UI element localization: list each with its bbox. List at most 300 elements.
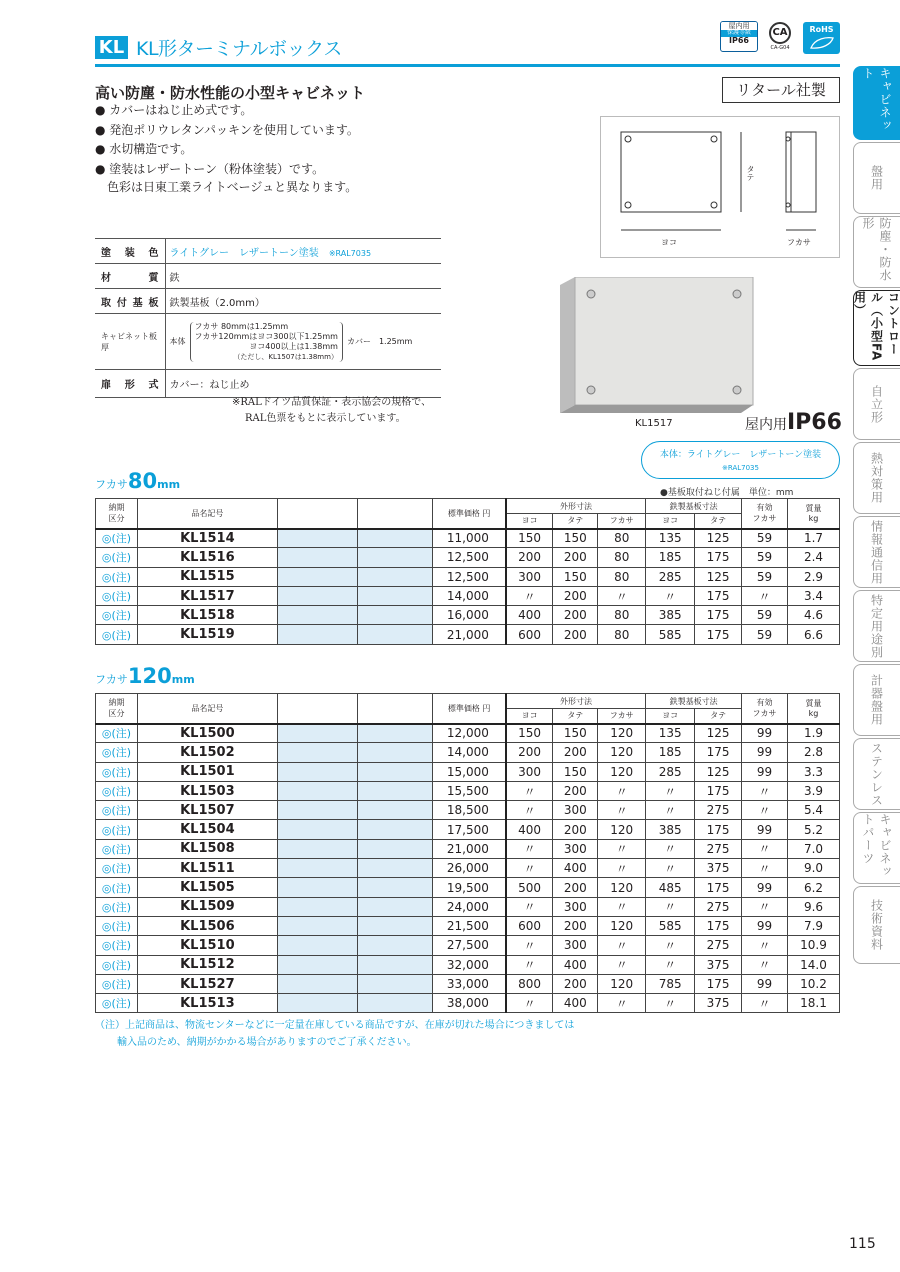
cell-blank — [357, 606, 433, 625]
th-mass: 質量 kg — [787, 694, 839, 724]
badge-ca-sub: CA-G04 — [770, 45, 790, 51]
section-80-unit: mm — [157, 478, 181, 491]
cell-blank — [277, 586, 357, 605]
feature-2: ● 発泡ポリウレタンパッキンを使用しています。 — [95, 123, 359, 137]
cell-price: 12,500 — [433, 567, 506, 586]
cell-price: 21,500 — [433, 916, 506, 935]
cell-outer-fukasa: 120 — [598, 878, 646, 897]
cell-blank — [277, 529, 357, 548]
cell-blank — [357, 916, 433, 935]
cell-outer-tate: 300 — [553, 897, 598, 916]
cell-blank — [277, 567, 357, 586]
cell-mass: 6.2 — [787, 878, 839, 897]
side-tab-cabinet[interactable]: キャビネット — [853, 66, 900, 140]
cell-mass: 9.6 — [787, 897, 839, 916]
cell-outer-fukasa: 〃 — [598, 936, 646, 955]
th-code: 品名記号 — [137, 694, 277, 724]
cell-price: 12,500 — [433, 548, 506, 567]
th-mass: 質量 kg — [787, 499, 839, 529]
cell-delivery: ◎(注) — [96, 916, 138, 935]
cell-outer-yoko: 〃 — [506, 586, 553, 605]
spec-thickness-cover: カバー 1.25mm — [346, 336, 413, 346]
cell-outer-fukasa: 80 — [598, 548, 646, 567]
cell-product-code: KL1517 — [137, 586, 277, 605]
cell-mass: 1.9 — [787, 724, 839, 743]
cell-product-code: KL1519 — [137, 625, 277, 644]
cell-outer-tate: 200 — [553, 743, 598, 762]
badge-ca: CA — [769, 22, 791, 44]
photo-ip-rating — [745, 410, 842, 435]
cell-delivery: ◎(注) — [96, 878, 138, 897]
th-outer-fukasa: フカサ — [598, 709, 646, 724]
cell-plate-tate: 125 — [695, 762, 742, 781]
cell-plate-yoko: 〃 — [646, 781, 695, 800]
cell-plate-tate: 175 — [695, 878, 742, 897]
photo-caption: KL1517 — [635, 418, 673, 429]
cell-outer-yoko: 300 — [506, 567, 553, 586]
cell-mass: 1.7 — [787, 529, 839, 548]
cell-product-code: KL1501 — [137, 762, 277, 781]
manufacturer-label: リタール社製 — [722, 77, 840, 103]
cell-blank — [357, 762, 433, 781]
table-row — [96, 878, 840, 897]
cell-product-code: KL1516 — [137, 548, 277, 567]
series-tag: KL — [95, 36, 128, 59]
dimension-diagram — [600, 116, 840, 258]
diagram-tate-label: タテ — [746, 165, 755, 181]
cell-price: 33,000 — [433, 974, 506, 993]
side-tab-technical[interactable]: 技術資料 — [853, 886, 900, 964]
side-tab-telecom[interactable]: 情報通信用 — [853, 516, 900, 588]
section-80-depth: 80 — [127, 469, 158, 493]
cell-outer-tate: 200 — [553, 606, 598, 625]
table-row — [96, 586, 840, 605]
cell-outer-fukasa: 120 — [598, 762, 646, 781]
cell-mass: 9.0 — [787, 859, 839, 878]
spec-thick-line-3: ヨコ400以上は1.38mm — [249, 341, 338, 351]
cell-plate-tate: 175 — [695, 820, 742, 839]
cell-outer-yoko: 〃 — [506, 994, 553, 1013]
cell-plate-yoko: 285 — [646, 567, 695, 586]
spec-color-label: 塗 装 色 — [95, 239, 165, 264]
cell-delivery: ◎(注) — [96, 781, 138, 800]
cell-blank — [277, 878, 357, 897]
cell-price: 15,500 — [433, 781, 506, 800]
rohs-badge — [803, 22, 840, 54]
spec-thick-line-2: フカサ120mmはヨコ300以下1.25mm — [194, 331, 338, 341]
cell-outer-yoko: 600 — [506, 625, 553, 644]
cell-mass: 2.9 — [787, 567, 839, 586]
spec-color-value — [165, 239, 441, 264]
cell-product-code: KL1505 — [137, 878, 277, 897]
cell-mass: 7.0 — [787, 839, 839, 858]
th-blank-2 — [357, 499, 433, 529]
cell-price: 18,500 — [433, 801, 506, 820]
cell-mass: 3.4 — [787, 586, 839, 605]
table-row — [96, 955, 840, 974]
th-outer-fukasa: フカサ — [598, 514, 646, 529]
cell-price: 17,500 — [433, 820, 506, 839]
cell-blank — [277, 781, 357, 800]
cell-outer-tate: 150 — [553, 724, 598, 743]
cell-blank — [357, 859, 433, 878]
cell-plate-tate: 275 — [695, 897, 742, 916]
cell-blank — [357, 625, 433, 644]
table-row — [96, 548, 840, 567]
spec-material-value: 鉄 — [165, 264, 441, 289]
cell-blank — [357, 781, 433, 800]
cell-price: 12,000 — [433, 724, 506, 743]
cell-price: 32,000 — [433, 955, 506, 974]
th-price: 標準価格 円 — [433, 499, 506, 529]
cell-plate-yoko: 〃 — [646, 586, 695, 605]
cell-outer-fukasa: 120 — [598, 974, 646, 993]
cell-outer-yoko: 〃 — [506, 839, 553, 858]
cell-outer-tate: 400 — [553, 994, 598, 1013]
header-rule — [95, 64, 840, 67]
cell-blank — [357, 839, 433, 858]
cell-blank — [357, 801, 433, 820]
footnote — [95, 1017, 574, 1051]
feature-3: ● 水切構造です。 — [95, 142, 193, 156]
cell-outer-tate: 200 — [553, 916, 598, 935]
cell-product-code: KL1508 — [137, 839, 277, 858]
table-row — [96, 762, 840, 781]
th-effective: 有効 フカサ — [742, 694, 788, 724]
side-tab-parts[interactable]: キャビネットパーツ — [853, 812, 900, 884]
cell-product-code: KL1509 — [137, 897, 277, 916]
table-row — [96, 897, 840, 916]
spec-thickness-body: 本体 — [169, 336, 186, 346]
cell-price: 14,000 — [433, 586, 506, 605]
cell-plate-yoko: 〃 — [646, 859, 695, 878]
cell-plate-yoko: 585 — [646, 916, 695, 935]
cell-blank — [277, 724, 357, 743]
cell-outer-fukasa: 120 — [598, 743, 646, 762]
table-row — [96, 606, 840, 625]
cell-blank — [277, 916, 357, 935]
body-color-note — [641, 441, 840, 479]
page-title: KL形ターミナルボックス — [136, 38, 342, 60]
cell-effective-depth: 99 — [742, 724, 788, 743]
cell-plate-yoko: 585 — [646, 625, 695, 644]
cell-delivery: ◎(注) — [96, 897, 138, 916]
cell-price: 14,000 — [433, 743, 506, 762]
cell-plate-tate: 275 — [695, 936, 742, 955]
section-120-unit: mm — [171, 673, 195, 686]
cell-outer-yoko: 〃 — [506, 936, 553, 955]
table-row — [96, 781, 840, 800]
cell-outer-yoko: 300 — [506, 762, 553, 781]
badge-rohs-label: RoHS — [809, 25, 834, 34]
cell-outer-fukasa: 〃 — [598, 859, 646, 878]
spec-door-label: 扉 形 式 — [95, 370, 165, 398]
cell-effective-depth: 99 — [742, 820, 788, 839]
ip-rating-badge — [720, 21, 758, 52]
cell-effective-depth: 〃 — [742, 839, 788, 858]
cell-effective-depth: 99 — [742, 974, 788, 993]
cell-outer-fukasa: 〃 — [598, 994, 646, 1013]
cell-blank — [277, 743, 357, 762]
cell-effective-depth: 99 — [742, 743, 788, 762]
cell-plate-tate: 125 — [695, 567, 742, 586]
spec-material-label: 材 質 — [95, 264, 165, 289]
cell-outer-fukasa: 〃 — [598, 897, 646, 916]
cell-price: 21,000 — [433, 839, 506, 858]
th-outer-tate: タテ — [553, 709, 598, 724]
cell-plate-yoko: 135 — [646, 529, 695, 548]
side-tab-special[interactable]: 特定用途別 — [853, 590, 900, 662]
th-outer-tate: タテ — [553, 514, 598, 529]
cell-mass: 14.0 — [787, 955, 839, 974]
cell-outer-fukasa: 120 — [598, 916, 646, 935]
table-row — [96, 994, 840, 1013]
cell-blank — [277, 955, 357, 974]
cell-plate-yoko: 285 — [646, 762, 695, 781]
th-delivery: 納期 区分 — [96, 694, 138, 724]
footnote-line-2: 輸入品のため、納期がかかる場合がありますのでご了承ください。 — [117, 1037, 417, 1048]
spec-thick-line-1: フカサ 80mmは1.25mm — [194, 321, 289, 331]
cell-delivery: ◎(注) — [96, 974, 138, 993]
side-tab-control[interactable]: コントロール（小型FA用） — [853, 290, 900, 366]
cell-effective-depth: 〃 — [742, 955, 788, 974]
table-row — [96, 916, 840, 935]
cell-price: 38,000 — [433, 994, 506, 1013]
cell-mass: 5.2 — [787, 820, 839, 839]
cell-blank — [357, 529, 433, 548]
cell-delivery: ◎(注) — [96, 548, 138, 567]
cell-plate-yoko: 135 — [646, 724, 695, 743]
spec-door-value: カバー：ねじ止め — [165, 370, 441, 398]
cell-mass: 7.9 — [787, 916, 839, 935]
cell-blank — [357, 567, 433, 586]
th-blank-1 — [277, 499, 357, 529]
cell-effective-depth: 59 — [742, 606, 788, 625]
feature-4: ● 塗装はレザートーン（粉体塗装）です。 — [95, 162, 325, 176]
cell-plate-tate: 175 — [695, 781, 742, 800]
cell-blank — [357, 974, 433, 993]
spec-mount-value: 鉄製基板（2.0mm） — [165, 289, 441, 314]
cell-blank — [277, 762, 357, 781]
cell-mass: 3.9 — [787, 781, 839, 800]
cell-delivery: ◎(注) — [96, 859, 138, 878]
cell-product-code: KL1512 — [137, 955, 277, 974]
cell-plate-tate: 125 — [695, 724, 742, 743]
cell-mass: 4.6 — [787, 606, 839, 625]
th-outer: 外形寸法 — [506, 499, 646, 514]
dimension-drawing — [601, 117, 839, 257]
cell-product-code: KL1514 — [137, 529, 277, 548]
cell-price: 24,000 — [433, 897, 506, 916]
subtitle: 高い防塵・防水性能の小型キャビネット — [95, 84, 366, 102]
rohs-leaf-icon — [809, 36, 835, 50]
cell-blank — [357, 820, 433, 839]
cell-effective-depth: 59 — [742, 567, 788, 586]
cell-mass: 10.2 — [787, 974, 839, 993]
cell-plate-tate: 175 — [695, 974, 742, 993]
table-depth-120 — [95, 693, 840, 1013]
cell-delivery: ◎(注) — [96, 606, 138, 625]
cell-outer-yoko: 400 — [506, 606, 553, 625]
cell-outer-tate: 200 — [553, 586, 598, 605]
cell-delivery: ◎(注) — [96, 936, 138, 955]
cell-outer-fukasa: 80 — [598, 529, 646, 548]
cell-plate-tate: 275 — [695, 839, 742, 858]
cell-delivery: ◎(注) — [96, 762, 138, 781]
cell-outer-yoko: 150 — [506, 724, 553, 743]
cell-delivery: ◎(注) — [96, 955, 138, 974]
cell-effective-depth: 〃 — [742, 859, 788, 878]
cell-price: 26,000 — [433, 859, 506, 878]
cell-blank — [357, 878, 433, 897]
cell-blank — [357, 548, 433, 567]
spec-table — [95, 238, 441, 398]
cell-outer-tate: 400 — [553, 955, 598, 974]
cell-effective-depth: 99 — [742, 878, 788, 897]
cell-mass: 10.9 — [787, 936, 839, 955]
cell-plate-yoko: 185 — [646, 548, 695, 567]
cell-outer-tate: 200 — [553, 974, 598, 993]
th-delivery: 納期 区分 — [96, 499, 138, 529]
product-photo — [555, 277, 755, 415]
cell-outer-tate: 200 — [553, 820, 598, 839]
th-blank-1 — [277, 694, 357, 724]
cell-product-code: KL1507 — [137, 801, 277, 820]
cell-outer-yoko: 600 — [506, 916, 553, 935]
side-tab-instrument[interactable]: 計器盤用 — [853, 664, 900, 736]
table-row — [96, 743, 840, 762]
cell-plate-yoko: 〃 — [646, 955, 695, 974]
cell-effective-depth: 〃 — [742, 936, 788, 955]
section-80-prefix: フカサ — [95, 478, 128, 491]
cell-outer-tate: 150 — [553, 762, 598, 781]
cell-mass: 2.8 — [787, 743, 839, 762]
cell-price: 21,000 — [433, 625, 506, 644]
photo-ip-label: 屋内用 — [745, 417, 787, 433]
cell-plate-tate: 175 — [695, 743, 742, 762]
table-row — [96, 974, 840, 993]
table-row — [96, 567, 840, 586]
th-outer-yoko: ヨコ — [506, 709, 553, 724]
cell-outer-fukasa: 120 — [598, 820, 646, 839]
th-plate-yoko: ヨコ — [646, 514, 695, 529]
section-title-80 — [95, 469, 180, 493]
cell-blank — [277, 936, 357, 955]
cell-blank — [357, 897, 433, 916]
cell-blank — [277, 839, 357, 858]
diagram-yoko-label: ヨコ — [661, 238, 677, 247]
body-color-line-1: 本体：ライトグレー レザートーン塗装 — [659, 450, 822, 460]
cell-plate-tate: 175 — [695, 625, 742, 644]
cell-delivery: ◎(注) — [96, 586, 138, 605]
cell-product-code: KL1513 — [137, 994, 277, 1013]
cell-price: 16,000 — [433, 606, 506, 625]
cell-outer-yoko: 200 — [506, 743, 553, 762]
spec-note-line-1: ※RALドイツ品質保証・表示協会の規格で、 — [232, 397, 432, 408]
cell-outer-yoko: 800 — [506, 974, 553, 993]
cell-outer-tate: 300 — [553, 839, 598, 858]
cell-effective-depth: 〃 — [742, 801, 788, 820]
cell-effective-depth: 〃 — [742, 994, 788, 1013]
spec-color-note: ※RAL7035 — [328, 248, 372, 258]
cell-delivery: ◎(注) — [96, 724, 138, 743]
cell-outer-yoko: 200 — [506, 548, 553, 567]
th-plate: 鉄製基板寸法 — [646, 499, 742, 514]
cell-plate-yoko: 185 — [646, 743, 695, 762]
photo-ip-value: IP66 — [787, 410, 842, 435]
cell-effective-depth: 〃 — [742, 781, 788, 800]
side-tab-stainless[interactable]: ステンレス — [853, 738, 900, 810]
cell-effective-depth: 99 — [742, 916, 788, 935]
cell-delivery: ◎(注) — [96, 625, 138, 644]
cell-outer-fukasa: 〃 — [598, 839, 646, 858]
cell-mass: 18.1 — [787, 994, 839, 1013]
th-plate-yoko: ヨコ — [646, 709, 695, 724]
cell-plate-tate: 175 — [695, 586, 742, 605]
cell-outer-yoko: 400 — [506, 820, 553, 839]
cell-blank — [277, 801, 357, 820]
cell-delivery: ◎(注) — [96, 820, 138, 839]
cell-outer-yoko: 〃 — [506, 801, 553, 820]
cell-blank — [357, 994, 433, 1013]
table-row — [96, 820, 840, 839]
cell-mass: 6.6 — [787, 625, 839, 644]
cell-blank — [277, 625, 357, 644]
cell-blank — [277, 606, 357, 625]
cell-mass: 2.4 — [787, 548, 839, 567]
cell-blank — [277, 994, 357, 1013]
cell-delivery: ◎(注) — [96, 801, 138, 820]
cell-delivery: ◎(注) — [96, 529, 138, 548]
side-tab-thermal[interactable]: 熱対策用 — [853, 442, 900, 514]
cell-plate-tate: 175 — [695, 916, 742, 935]
cell-blank — [357, 586, 433, 605]
badge-ip-value: IP66 — [721, 37, 757, 45]
cell-product-code: KL1510 — [137, 936, 277, 955]
th-blank-2 — [357, 694, 433, 724]
cell-outer-yoko: 〃 — [506, 781, 553, 800]
cell-mass: 5.4 — [787, 801, 839, 820]
cell-plate-tate: 375 — [695, 994, 742, 1013]
spec-note — [232, 395, 431, 427]
side-tab-panel[interactable]: 盤用 — [853, 142, 900, 214]
cell-delivery: ◎(注) — [96, 743, 138, 762]
cell-product-code: KL1527 — [137, 974, 277, 993]
side-tab-dustproof[interactable]: 防塵・防水形 — [853, 216, 900, 288]
cell-effective-depth: 〃 — [742, 586, 788, 605]
cell-plate-yoko: 385 — [646, 606, 695, 625]
cell-blank — [357, 743, 433, 762]
side-tab-freestanding[interactable]: 自立形 — [853, 368, 900, 440]
cell-outer-tate: 150 — [553, 567, 598, 586]
cell-plate-yoko: 〃 — [646, 994, 695, 1013]
cell-blank — [357, 936, 433, 955]
cell-outer-tate: 200 — [553, 781, 598, 800]
cell-plate-yoko: 〃 — [646, 839, 695, 858]
cell-outer-fukasa: 80 — [598, 567, 646, 586]
cell-outer-fukasa: 〃 — [598, 801, 646, 820]
cell-product-code: KL1506 — [137, 916, 277, 935]
cell-outer-tate: 200 — [553, 548, 598, 567]
cell-effective-depth: 〃 — [742, 897, 788, 916]
cell-plate-yoko: 〃 — [646, 801, 695, 820]
cell-outer-fukasa: 〃 — [598, 586, 646, 605]
cell-product-code: KL1500 — [137, 724, 277, 743]
spec-mount-label: 取付基板 — [95, 289, 165, 314]
cell-price: 27,500 — [433, 936, 506, 955]
cell-product-code: KL1502 — [137, 743, 277, 762]
cell-effective-depth: 99 — [742, 762, 788, 781]
